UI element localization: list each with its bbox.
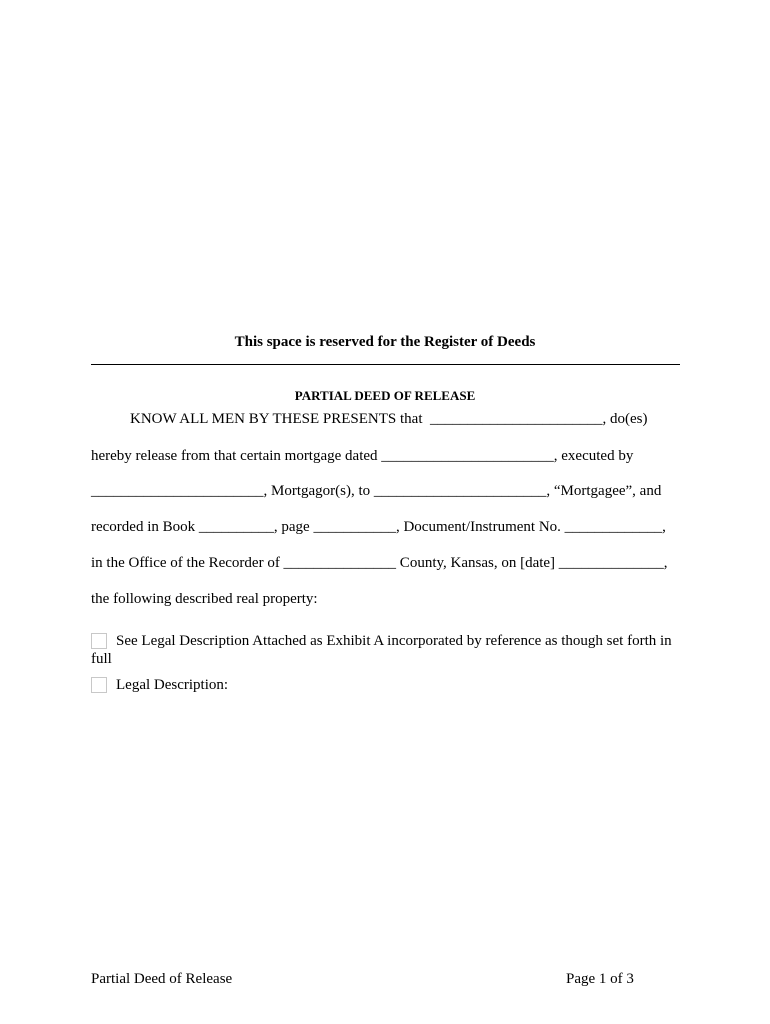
- exhibit-a-option-label-continued: full: [91, 651, 112, 667]
- exhibit-a-option-label: See Legal Description Attached as Exhibit A incorporated by reference as though set forth in: [116, 633, 672, 649]
- footer-page-number: Page 1 of 3: [566, 971, 634, 987]
- body-line-1: KNOW ALL MEN BY THESE PRESENTS that _______________________, do(es): [130, 411, 648, 427]
- exhibit-a-checkbox[interactable]: [91, 633, 107, 649]
- register-of-deeds-reserved-heading: This space is reserved for the Register of Deeds: [234, 334, 536, 350]
- legal-description-checkbox[interactable]: [91, 677, 107, 693]
- document-title: PARTIAL DEED OF RELEASE: [294, 388, 476, 403]
- body-line-4: recorded in Book __________, page ___________, Document/Instrument No. _____________,: [91, 519, 666, 535]
- body-line-6: the following described real property:: [91, 591, 318, 607]
- reserved-space-divider: [91, 364, 680, 365]
- body-line-3: _______________________, Mortgagor(s), to _______________________, “Mortgagee”, and: [91, 483, 662, 499]
- footer-document-name: Partial Deed of Release: [91, 971, 233, 987]
- body-line-5: in the Office of the Recorder of _______________ County, Kansas, on [date] ______________,: [91, 555, 668, 571]
- legal-description-option-label: Legal Description:: [116, 677, 229, 693]
- body-line-2: hereby release from that certain mortgage dated _______________________, executed by: [91, 448, 634, 464]
